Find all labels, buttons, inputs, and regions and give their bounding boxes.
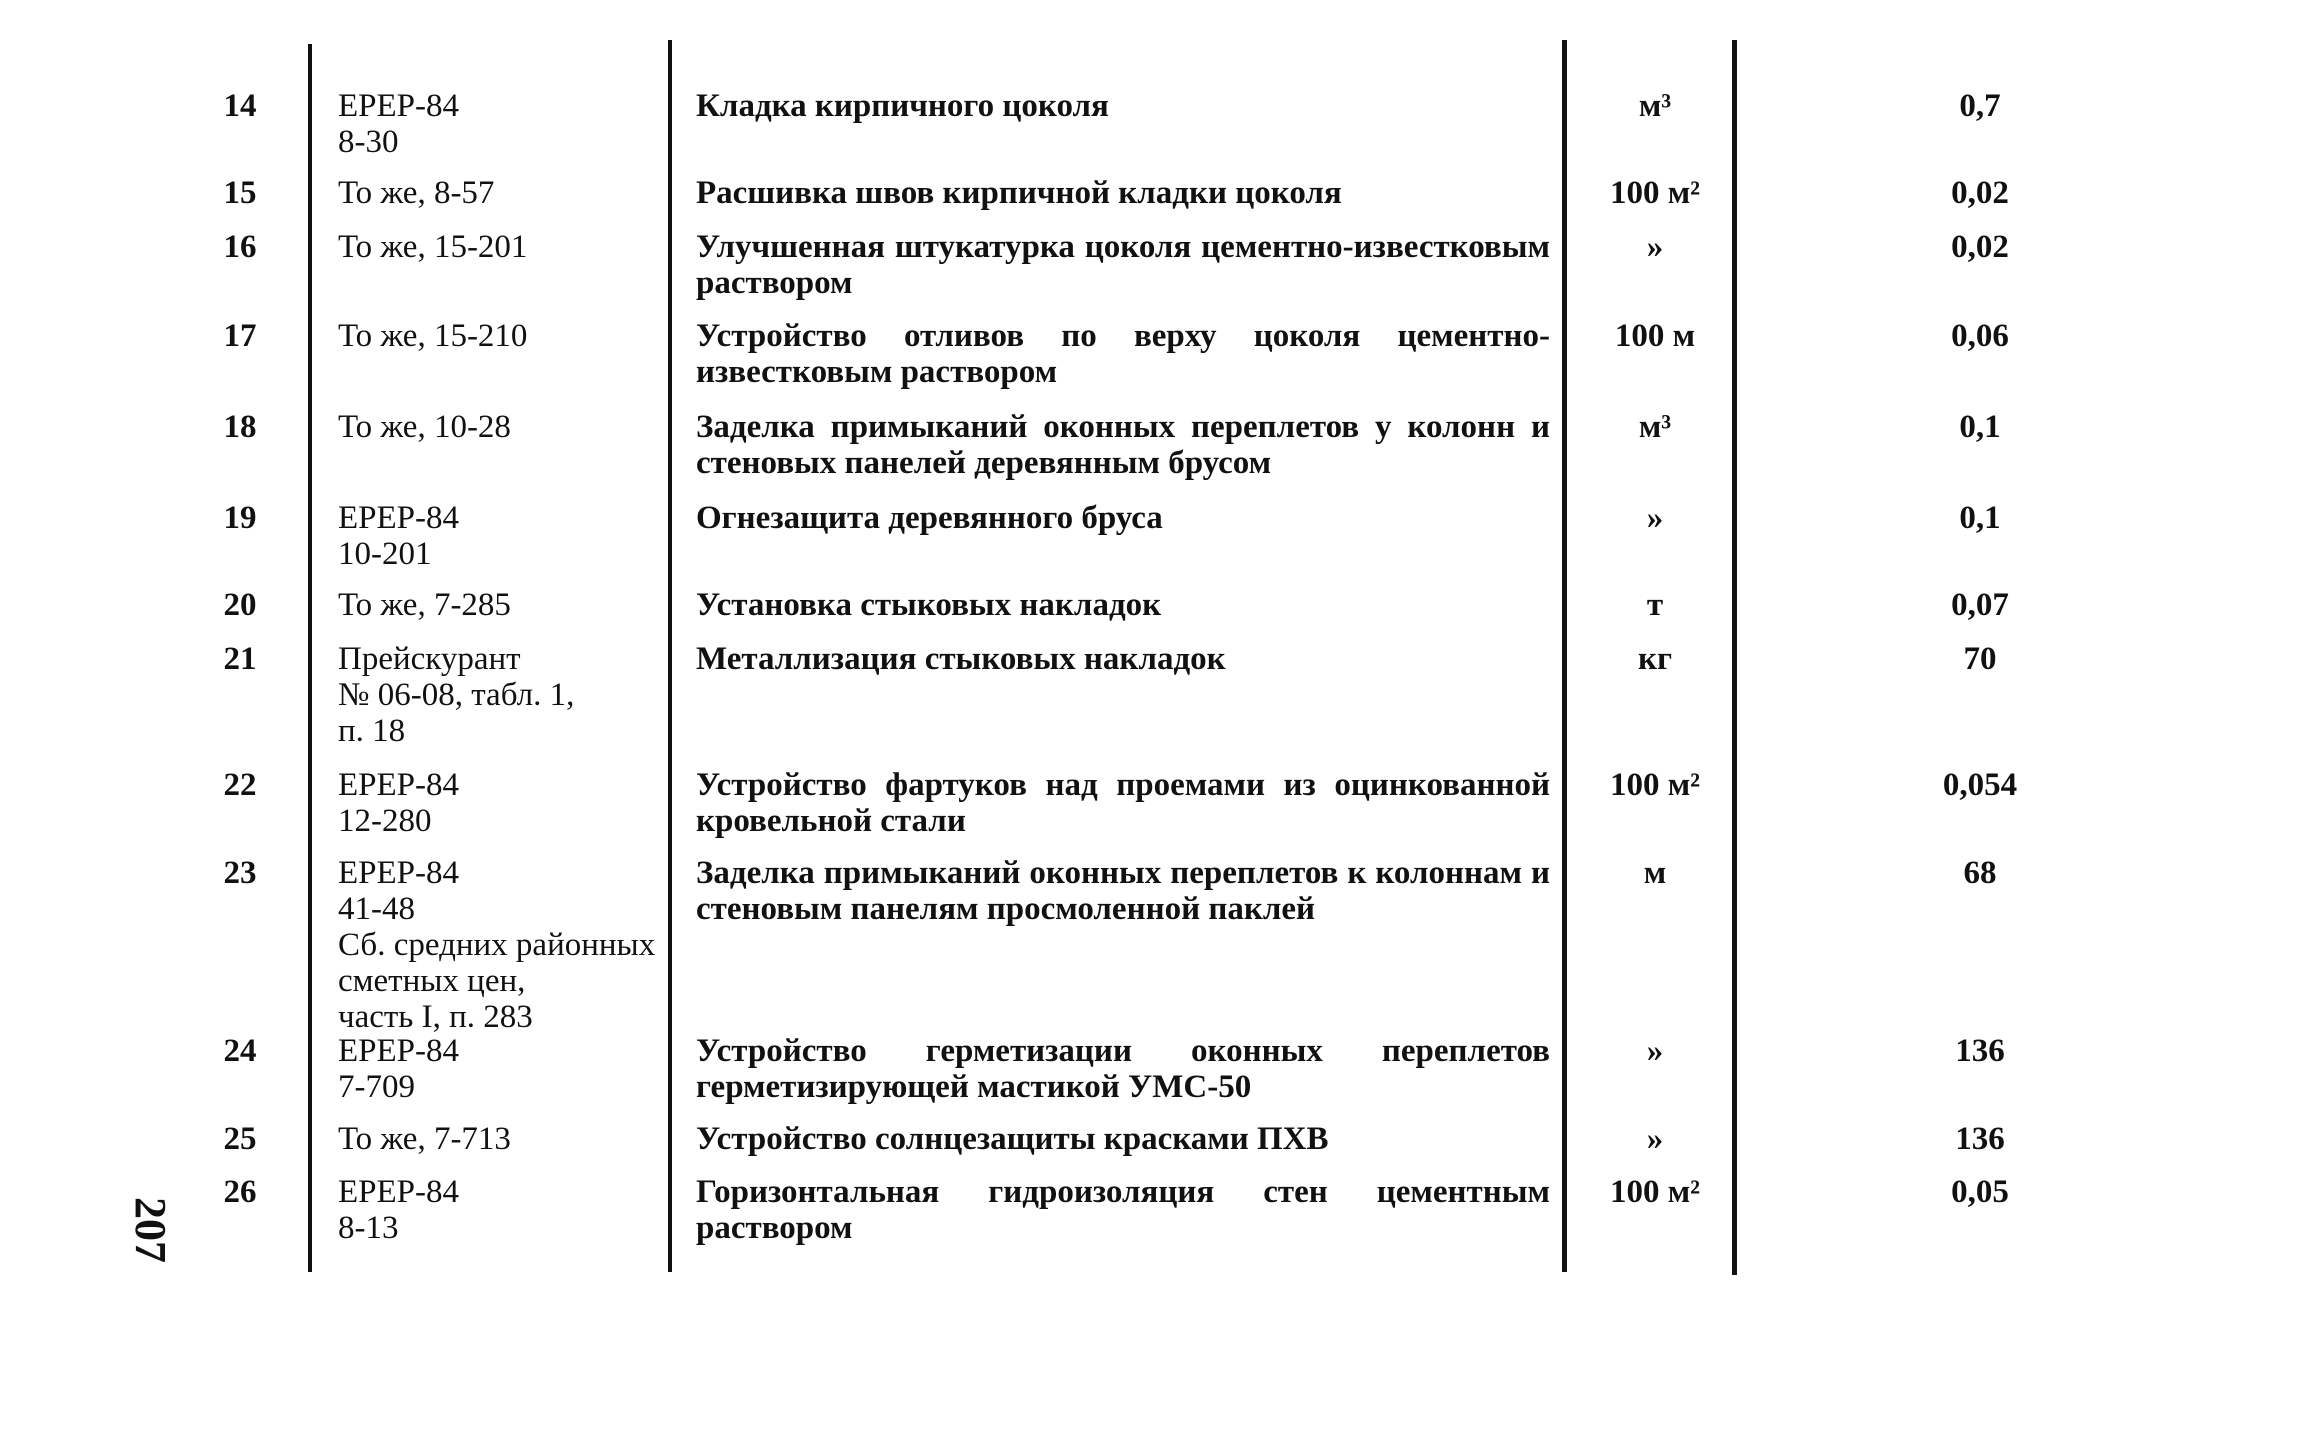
row-description: Устройство солнцезащиты красками ПХВ: [696, 1121, 1329, 1157]
row-source-reference: То же, 15-201: [338, 229, 528, 265]
row-number: 14: [223, 88, 257, 124]
row-unit: кг: [1638, 641, 1672, 677]
row-number: 25: [223, 1121, 257, 1157]
row-description: Заделка примыканий оконных переплетов у колонн и стеновых панелей деревянным брусом: [696, 409, 1550, 481]
row-unit: »: [1646, 1033, 1664, 1069]
row-number: 26: [223, 1174, 257, 1210]
page-number: 207: [126, 1197, 175, 1263]
row-number: 21: [223, 641, 257, 677]
row-quantity: 70: [1963, 641, 1997, 677]
row-quantity: 136: [1955, 1033, 2005, 1069]
row-number: 18: [223, 409, 257, 445]
row-description: Расшивка швов кирпичной кладки цоколя: [696, 175, 1342, 211]
row-number: 20: [223, 587, 257, 623]
row-source-reference: ЕРЕР-84 41-48 Сб. средних районных сметных цен, часть I, п. 283: [338, 855, 656, 1035]
row-source-reference: То же, 8-57: [338, 175, 495, 211]
row-quantity: 0,1: [1959, 500, 2001, 536]
row-description: Устройство отливов по верху цоколя цементно-известковым раствором: [696, 318, 1550, 390]
row-source-reference: ЕРЕР-84 10-201: [338, 500, 460, 572]
row-number: 15: [223, 175, 257, 211]
row-number: 24: [223, 1033, 257, 1069]
column-rule-2: [668, 40, 672, 1272]
row-unit: 100 м²: [1609, 175, 1701, 211]
row-unit: м³: [1638, 88, 1672, 124]
row-unit: »: [1646, 229, 1664, 265]
row-unit: 100 м²: [1609, 767, 1701, 803]
row-quantity: 0,054: [1942, 767, 2018, 803]
row-quantity: 0,05: [1951, 1174, 2009, 1210]
row-quantity: 0,07: [1951, 587, 2009, 623]
row-quantity: 136: [1955, 1121, 2005, 1157]
row-number: 16: [223, 229, 257, 265]
row-source-reference: То же, 7-285: [338, 587, 511, 623]
row-quantity: 0,06: [1951, 318, 2009, 354]
row-description: Устройство фартуков над проемами из оцинкованной кровельной стали: [696, 767, 1550, 839]
row-unit: м: [1643, 855, 1667, 891]
row-description: Установка стыковых накладок: [696, 587, 1162, 623]
row-description: Устройство герметизации оконных переплетов герметизирующей мастикой УМС-50: [696, 1033, 1550, 1105]
row-unit: 100 м²: [1609, 1174, 1701, 1210]
row-description: Улучшенная штукатурка цоколя цементно-известковым раствором: [696, 229, 1550, 301]
row-unit: м³: [1638, 409, 1672, 445]
column-rule-3: [1562, 40, 1567, 1272]
row-unit: т: [1646, 587, 1664, 623]
row-source-reference: ЕРЕР-84 8-13: [338, 1174, 460, 1246]
row-unit: »: [1646, 1121, 1664, 1157]
row-source-reference: То же, 7-713: [338, 1121, 511, 1157]
row-unit: 100 м: [1614, 318, 1696, 354]
row-source-reference: ЕРЕР-84 7-709: [338, 1033, 460, 1105]
row-source-reference: То же, 10-28: [338, 409, 511, 445]
row-quantity: 0,02: [1951, 175, 2009, 211]
row-source-reference: ЕРЕР-84 8-30: [338, 88, 460, 160]
row-source-reference: ЕРЕР-84 12-280: [338, 767, 460, 839]
row-unit: »: [1646, 500, 1664, 536]
row-quantity: 0,7: [1959, 88, 2001, 124]
row-number: 19: [223, 500, 257, 536]
row-description: Заделка примыканий оконных переплетов к колоннам и стеновым панелям просмоленной паклей: [696, 855, 1550, 927]
row-number: 22: [223, 767, 257, 803]
row-number: 23: [223, 855, 257, 891]
row-source-reference: Прейскурант № 06-08, табл. 1, п. 18: [338, 641, 575, 749]
row-quantity: 0,1: [1959, 409, 2001, 445]
column-rule-1: [308, 44, 312, 1272]
row-number: 17: [223, 318, 257, 354]
row-description: Горизонтальная гидроизоляция стен цементным раствором: [696, 1174, 1550, 1246]
row-source-reference: То же, 15-210: [338, 318, 528, 354]
row-quantity: 0,02: [1951, 229, 2009, 265]
row-quantity: 68: [1963, 855, 1997, 891]
row-description: Кладка кирпичного цоколя: [696, 88, 1109, 124]
row-description: Металлизация стыковых накладок: [696, 641, 1226, 677]
row-description: Огнезащита деревянного бруса: [696, 500, 1163, 536]
